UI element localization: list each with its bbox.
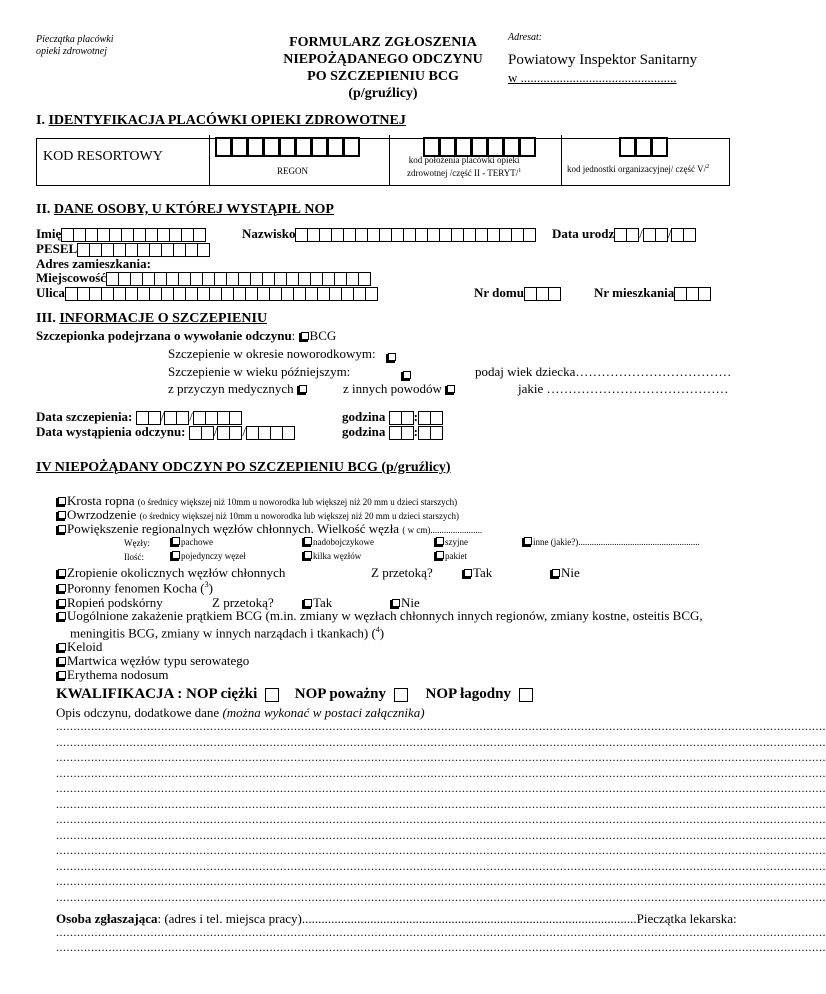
- ropien-przetoka-label: Z przetoką?: [212, 595, 274, 610]
- koch-row: Poronny fenomen Kocha ($^3$): [56, 580, 213, 596]
- dotted-line[interactable]: ............................................................................................................................................................................................................................: [56, 874, 826, 888]
- checkbox-keloid[interactable]: [56, 644, 65, 653]
- char-box[interactable]: [455, 137, 472, 157]
- checkbox-zropienie-nie[interactable]: [550, 570, 559, 579]
- medical-row: [168, 381, 308, 397]
- dotted-line[interactable]: ............................................................................................................................................................................................................................: [56, 796, 826, 811]
- char-box[interactable]: [548, 287, 561, 301]
- divider: [561, 135, 562, 185]
- birth-month-boxes[interactable]: [643, 228, 668, 242]
- dotted-line[interactable]: ............................................................................................................................................................................................................................: [56, 765, 826, 780]
- form-title: [258, 34, 508, 102]
- birth-year-boxes[interactable]: [671, 228, 696, 242]
- vacc-date-label: Data szczepienia:: [36, 409, 133, 424]
- zropienie-przetoka-label: Z przetoką?: [371, 565, 433, 580]
- dotted-line[interactable]: ............................................................................................................................................................................................................................: [56, 940, 826, 954]
- char-box[interactable]: [683, 228, 696, 242]
- checkbox-later[interactable]: [401, 372, 410, 381]
- miejscowosc-boxes[interactable]: [106, 272, 371, 286]
- reporter-label: Osoba zgłaszająca: [56, 911, 158, 926]
- nr-domu-boxes[interactable]: [524, 287, 561, 301]
- uogolnione-row: Uogólnione zakażenie prątkiem BCG (m.in. zmiany w węzłach chłonnych innych regionów, zmiany kostne, osteitis BCG, meningitis BCG, zmiany w innych narządach i tkankach) ($^4$): [56, 609, 703, 640]
- vacc-month-boxes[interactable]: [164, 411, 189, 425]
- reaction-time-row: godzina :: [342, 424, 443, 440]
- dotted-line[interactable]: ............................................................................................................................................................................................................................: [56, 827, 826, 842]
- dotted-line[interactable]: ............................................................................................................................................................................................................................: [56, 858, 826, 873]
- vacc-day-boxes[interactable]: [136, 411, 161, 425]
- nr-mieszkania-row: [594, 285, 711, 301]
- checkbox-newborn[interactable]: [386, 354, 395, 363]
- institution-id-box: [36, 138, 730, 186]
- checkbox-inne[interactable]: [522, 538, 531, 547]
- char-box[interactable]: [619, 137, 636, 157]
- regon-boxes[interactable]: [215, 137, 360, 157]
- char-box[interactable]: [263, 137, 280, 157]
- data-urodz-label: Data urodz: [552, 226, 615, 241]
- checkbox-owrzodzenie[interactable]: [56, 512, 65, 521]
- addressee-line1: Powiatowy Inspektor Sanitarny: [508, 52, 698, 68]
- medical-label: z przyczyn medycznych: [168, 381, 294, 396]
- stamp-label-line2: opieki zdrowotnej: [36, 46, 108, 57]
- char-box[interactable]: [439, 137, 456, 157]
- dotted-line[interactable]: ............................................................................................................................................................................................................................: [56, 734, 826, 749]
- ilosc-label: Ilość:: [124, 552, 144, 562]
- nop-powazny-label: NOP poważny: [294, 686, 387, 702]
- section2-title: II. DANE OSOBY, U KTÓREJ WYSTĄPIŁ NOP: [36, 202, 334, 217]
- divider: [209, 135, 210, 185]
- kilka-option: kilka węzłów: [302, 551, 361, 561]
- checkbox-nop-powazny[interactable]: [394, 688, 408, 702]
- checkbox-krosta[interactable]: [56, 498, 65, 507]
- char-box[interactable]: [487, 137, 504, 157]
- char-box[interactable]: [231, 137, 248, 157]
- dotted-line[interactable]: ............................................................................................................................................................................................................................: [56, 889, 826, 904]
- char-box[interactable]: [311, 137, 328, 157]
- checkbox-medical[interactable]: [297, 386, 306, 395]
- pachowe-option: pachowe: [170, 537, 213, 547]
- miejscowosc-label: Miejscowość: [36, 270, 107, 285]
- stamp-label: [36, 34, 113, 58]
- powiekszenie-row: Powiększenie regionalnych węzłów chłonnych. Wielkość węzła ( w cm).......................: [56, 521, 482, 537]
- char-box[interactable]: [201, 426, 214, 440]
- char-box[interactable]: [626, 228, 639, 242]
- teryt-label: kod położenia placówki opieki zdrowotnej /część II - TERYT/$^1$: [407, 155, 522, 178]
- char-box[interactable]: [401, 426, 414, 440]
- addressee-line2[interactable]: w ................................................: [508, 70, 677, 85]
- pojedynczy-option: pojedynczy węzeł: [170, 551, 246, 561]
- vaccine-row: Szczepionka podejrzana o wywołanie odczynu: BCG: [36, 328, 337, 343]
- miejscowosc-row: [36, 270, 371, 286]
- kod-resortowy-label: KOD RESORTOWY: [43, 149, 163, 164]
- char-box[interactable]: [651, 137, 668, 157]
- reaction-date-label: Data wystąpienia odczynu:: [36, 424, 186, 439]
- checkbox-ropien[interactable]: [56, 600, 65, 609]
- char-box[interactable]: [503, 137, 520, 157]
- char-box[interactable]: [247, 137, 264, 157]
- char-box[interactable]: [471, 137, 488, 157]
- title-line3: PO SZCZEPIENIU BCG: [307, 69, 459, 84]
- inne-option: inne (jakie?)......................................................: [522, 537, 700, 547]
- char-box[interactable]: [279, 137, 296, 157]
- title-line2: NIEPOŻĄDANEGO ODCZYNU: [283, 52, 483, 67]
- checkbox-other[interactable]: [445, 386, 454, 395]
- char-box[interactable]: [229, 426, 242, 440]
- vacc-time-row: godzina :: [342, 409, 443, 425]
- other-reasons-label: z innych powodów: [343, 381, 442, 396]
- checkbox-pachowe[interactable]: [170, 538, 179, 547]
- checkbox-pakiet[interactable]: [434, 552, 443, 561]
- char-box[interactable]: [423, 137, 440, 157]
- checkbox-zropienie[interactable]: [56, 570, 65, 579]
- imie-boxes[interactable]: [61, 228, 206, 242]
- data-urodz-row: Data urodz / /: [552, 226, 696, 242]
- reaction-day-boxes[interactable]: [189, 426, 214, 440]
- nop-ciezki-label: KWALIFIKACJA : NOP ciężki: [56, 686, 258, 702]
- other-row: [343, 381, 456, 397]
- ropien-nie: Nie: [390, 595, 420, 611]
- ulica-boxes[interactable]: [65, 287, 378, 301]
- reaction-hour-boxes[interactable]: [389, 426, 414, 440]
- newborn-label: Szczepienie w okresie noworodkowym:: [168, 346, 376, 361]
- char-box[interactable]: [197, 243, 210, 257]
- teryt-boxes[interactable]: [423, 137, 536, 157]
- checkbox-szyjne[interactable]: [434, 538, 443, 547]
- char-box[interactable]: [343, 137, 360, 157]
- checkbox-nadobojczykowe[interactable]: [302, 538, 311, 547]
- ropien-row: Ropień podskórny: [56, 595, 163, 611]
- wezly-label: Węzły:: [124, 538, 150, 548]
- checkbox-pojedynczy[interactable]: [170, 552, 179, 561]
- char-box[interactable]: [523, 228, 536, 242]
- which-field[interactable]: jakie ……………………………………: [518, 381, 729, 396]
- checkbox-uogolnione[interactable]: [56, 613, 65, 622]
- char-box[interactable]: [430, 411, 443, 425]
- reaction-month-boxes[interactable]: [217, 426, 242, 440]
- birth-day-boxes[interactable]: [614, 228, 639, 242]
- section4-title: IV NIEPOŻĄDANY ODCZYN PO SZCZEPIENIU BCG (p/gruźlicy): [36, 460, 451, 475]
- char-box[interactable]: [229, 411, 242, 425]
- zropienie-tak: Tak: [462, 565, 492, 581]
- nazwisko-boxes[interactable]: [295, 228, 536, 242]
- checkbox-bcg[interactable]: [299, 333, 308, 342]
- pakiet-option: pakiet: [434, 551, 467, 561]
- keloid-row: Keloid: [56, 639, 102, 655]
- char-box[interactable]: [176, 411, 189, 425]
- nr-domu-row: [474, 285, 561, 301]
- checkbox-powiekszenie[interactable]: [56, 526, 65, 535]
- checkbox-zropienie-tak[interactable]: [462, 570, 471, 579]
- later-label: Szczepienie w wieku późniejszym:: [168, 364, 351, 379]
- char-box[interactable]: [698, 287, 711, 301]
- reaction-minute-boxes[interactable]: [418, 426, 443, 440]
- char-box[interactable]: [430, 426, 443, 440]
- qualification-row: [56, 686, 533, 703]
- char-box[interactable]: [655, 228, 668, 242]
- nop-lagodny-label: NOP łagodny: [425, 686, 511, 702]
- checkbox-nop-ciezki[interactable]: [265, 688, 279, 702]
- checkbox-erythema[interactable]: [56, 672, 65, 681]
- nr-mieszkania-boxes[interactable]: [674, 287, 711, 301]
- bcg-label: BCG: [309, 328, 337, 343]
- dotted-line[interactable]: ............................................................................................................................................................................................................................: [56, 843, 826, 857]
- pesel-row: [36, 241, 210, 257]
- erythema-row: Erythema nodosum: [56, 667, 168, 683]
- section3-title: III. INFORMACJE O SZCZEPIENIU: [36, 311, 268, 326]
- pesel-label: PESEL: [36, 241, 78, 256]
- zropienie-nie: Nie: [550, 565, 580, 581]
- char-box[interactable]: [215, 137, 232, 157]
- char-box[interactable]: [193, 228, 206, 242]
- nazwisko-row: [242, 226, 536, 242]
- dotted-line[interactable]: ............................................................................................................................................................................................................................: [56, 812, 826, 826]
- owrzodzenie-row: Owrzodzenie (o średnicy większej niż 10mm u noworodka lub większej niż 20 mm u dzieci starszych): [56, 507, 459, 523]
- description-label: Opis odczynu, dodatkowe dane (można wykonać w postaci załącznika): [56, 705, 425, 720]
- char-box[interactable]: [148, 411, 161, 425]
- szyjne-option: szyjne: [434, 537, 468, 547]
- regon-label: REGON: [277, 166, 308, 176]
- ropien-tak: Tak: [302, 595, 332, 611]
- char-box[interactable]: [635, 137, 652, 157]
- unit-label: kod jednostki organizacyjnej/ część V/$^2$: [567, 164, 710, 174]
- nazwisko-label: Nazwisko: [242, 226, 296, 241]
- vacc-hour-boxes[interactable]: [389, 411, 414, 425]
- addressee: [508, 51, 697, 87]
- child-age-field[interactable]: podaj wiek dziecka………………………………: [475, 364, 732, 379]
- char-box[interactable]: [295, 137, 312, 157]
- reaction-date-row: Data wystąpienia odczynu: / /: [36, 424, 295, 440]
- reaction-year-boxes[interactable]: [246, 426, 295, 440]
- nr-mieszkania-label: Nr mieszkania: [594, 285, 675, 300]
- checkbox-nop-lagodny[interactable]: [519, 688, 533, 702]
- char-box[interactable]: [358, 272, 371, 286]
- martwica-row: Martwica węzłów typu serowatego: [56, 653, 249, 669]
- nr-domu-label: Nr domu: [474, 285, 524, 300]
- zropienie-row: Zropienie okolicznych węzłów chłonnych: [56, 565, 285, 581]
- dotted-line[interactable]: ............................................................................................................................................................................................................................: [56, 781, 826, 795]
- dotted-line[interactable]: ............................................................................................................................................................................................................................: [56, 719, 826, 733]
- unit-boxes[interactable]: [619, 137, 668, 157]
- reporter-field[interactable]: : (adres i tel. miejsca pracy).......................................................................................................Pieczątka lekarska:: [157, 911, 737, 926]
- imie-label: Imię: [36, 226, 62, 241]
- char-box[interactable]: [327, 137, 344, 157]
- ulica-label: Ulica: [36, 285, 65, 300]
- pesel-boxes[interactable]: [77, 243, 210, 257]
- addressee-label: Adresat:: [508, 32, 543, 43]
- imie-row: [36, 226, 206, 242]
- char-box[interactable]: [365, 287, 378, 301]
- dotted-line[interactable]: ............................................................................................................................................................................................................................: [56, 750, 826, 764]
- checkbox-koch[interactable]: [56, 585, 65, 594]
- nadobojczykowe-option: nadobojczykowe: [302, 537, 374, 547]
- krosta-row: Krosta ropna (o średnicy większej niż 10mm u noworodka lub większej niż 20 mm u dzieci starszych): [56, 493, 457, 509]
- adres-label: Adres zamieszkania:: [36, 256, 151, 271]
- vacc-minute-boxes[interactable]: [418, 411, 443, 425]
- checkbox-martwica[interactable]: [56, 658, 65, 667]
- char-box[interactable]: [282, 426, 295, 440]
- divider: [389, 135, 390, 185]
- dotted-line[interactable]: ............................................................................................................................................................................................................................: [56, 925, 826, 939]
- section1-title: I. IDENTYFIKACJA PLACÓWKI OPIEKI ZDROWOTNEJ: [36, 113, 406, 128]
- checkbox-kilka[interactable]: [302, 552, 311, 561]
- ulica-row: [36, 285, 378, 301]
- char-box[interactable]: [401, 411, 414, 425]
- vacc-year-boxes[interactable]: [193, 411, 242, 425]
- vacc-date-row: Data szczepienia: / /: [36, 409, 242, 425]
- char-box[interactable]: [519, 137, 536, 157]
- title-line4: (p/gruźlicy): [348, 86, 418, 101]
- title-line1: FORMULARZ ZGŁOSZENIA: [289, 35, 477, 50]
- stamp-label-line1: Pieczątka placówki: [36, 34, 114, 45]
